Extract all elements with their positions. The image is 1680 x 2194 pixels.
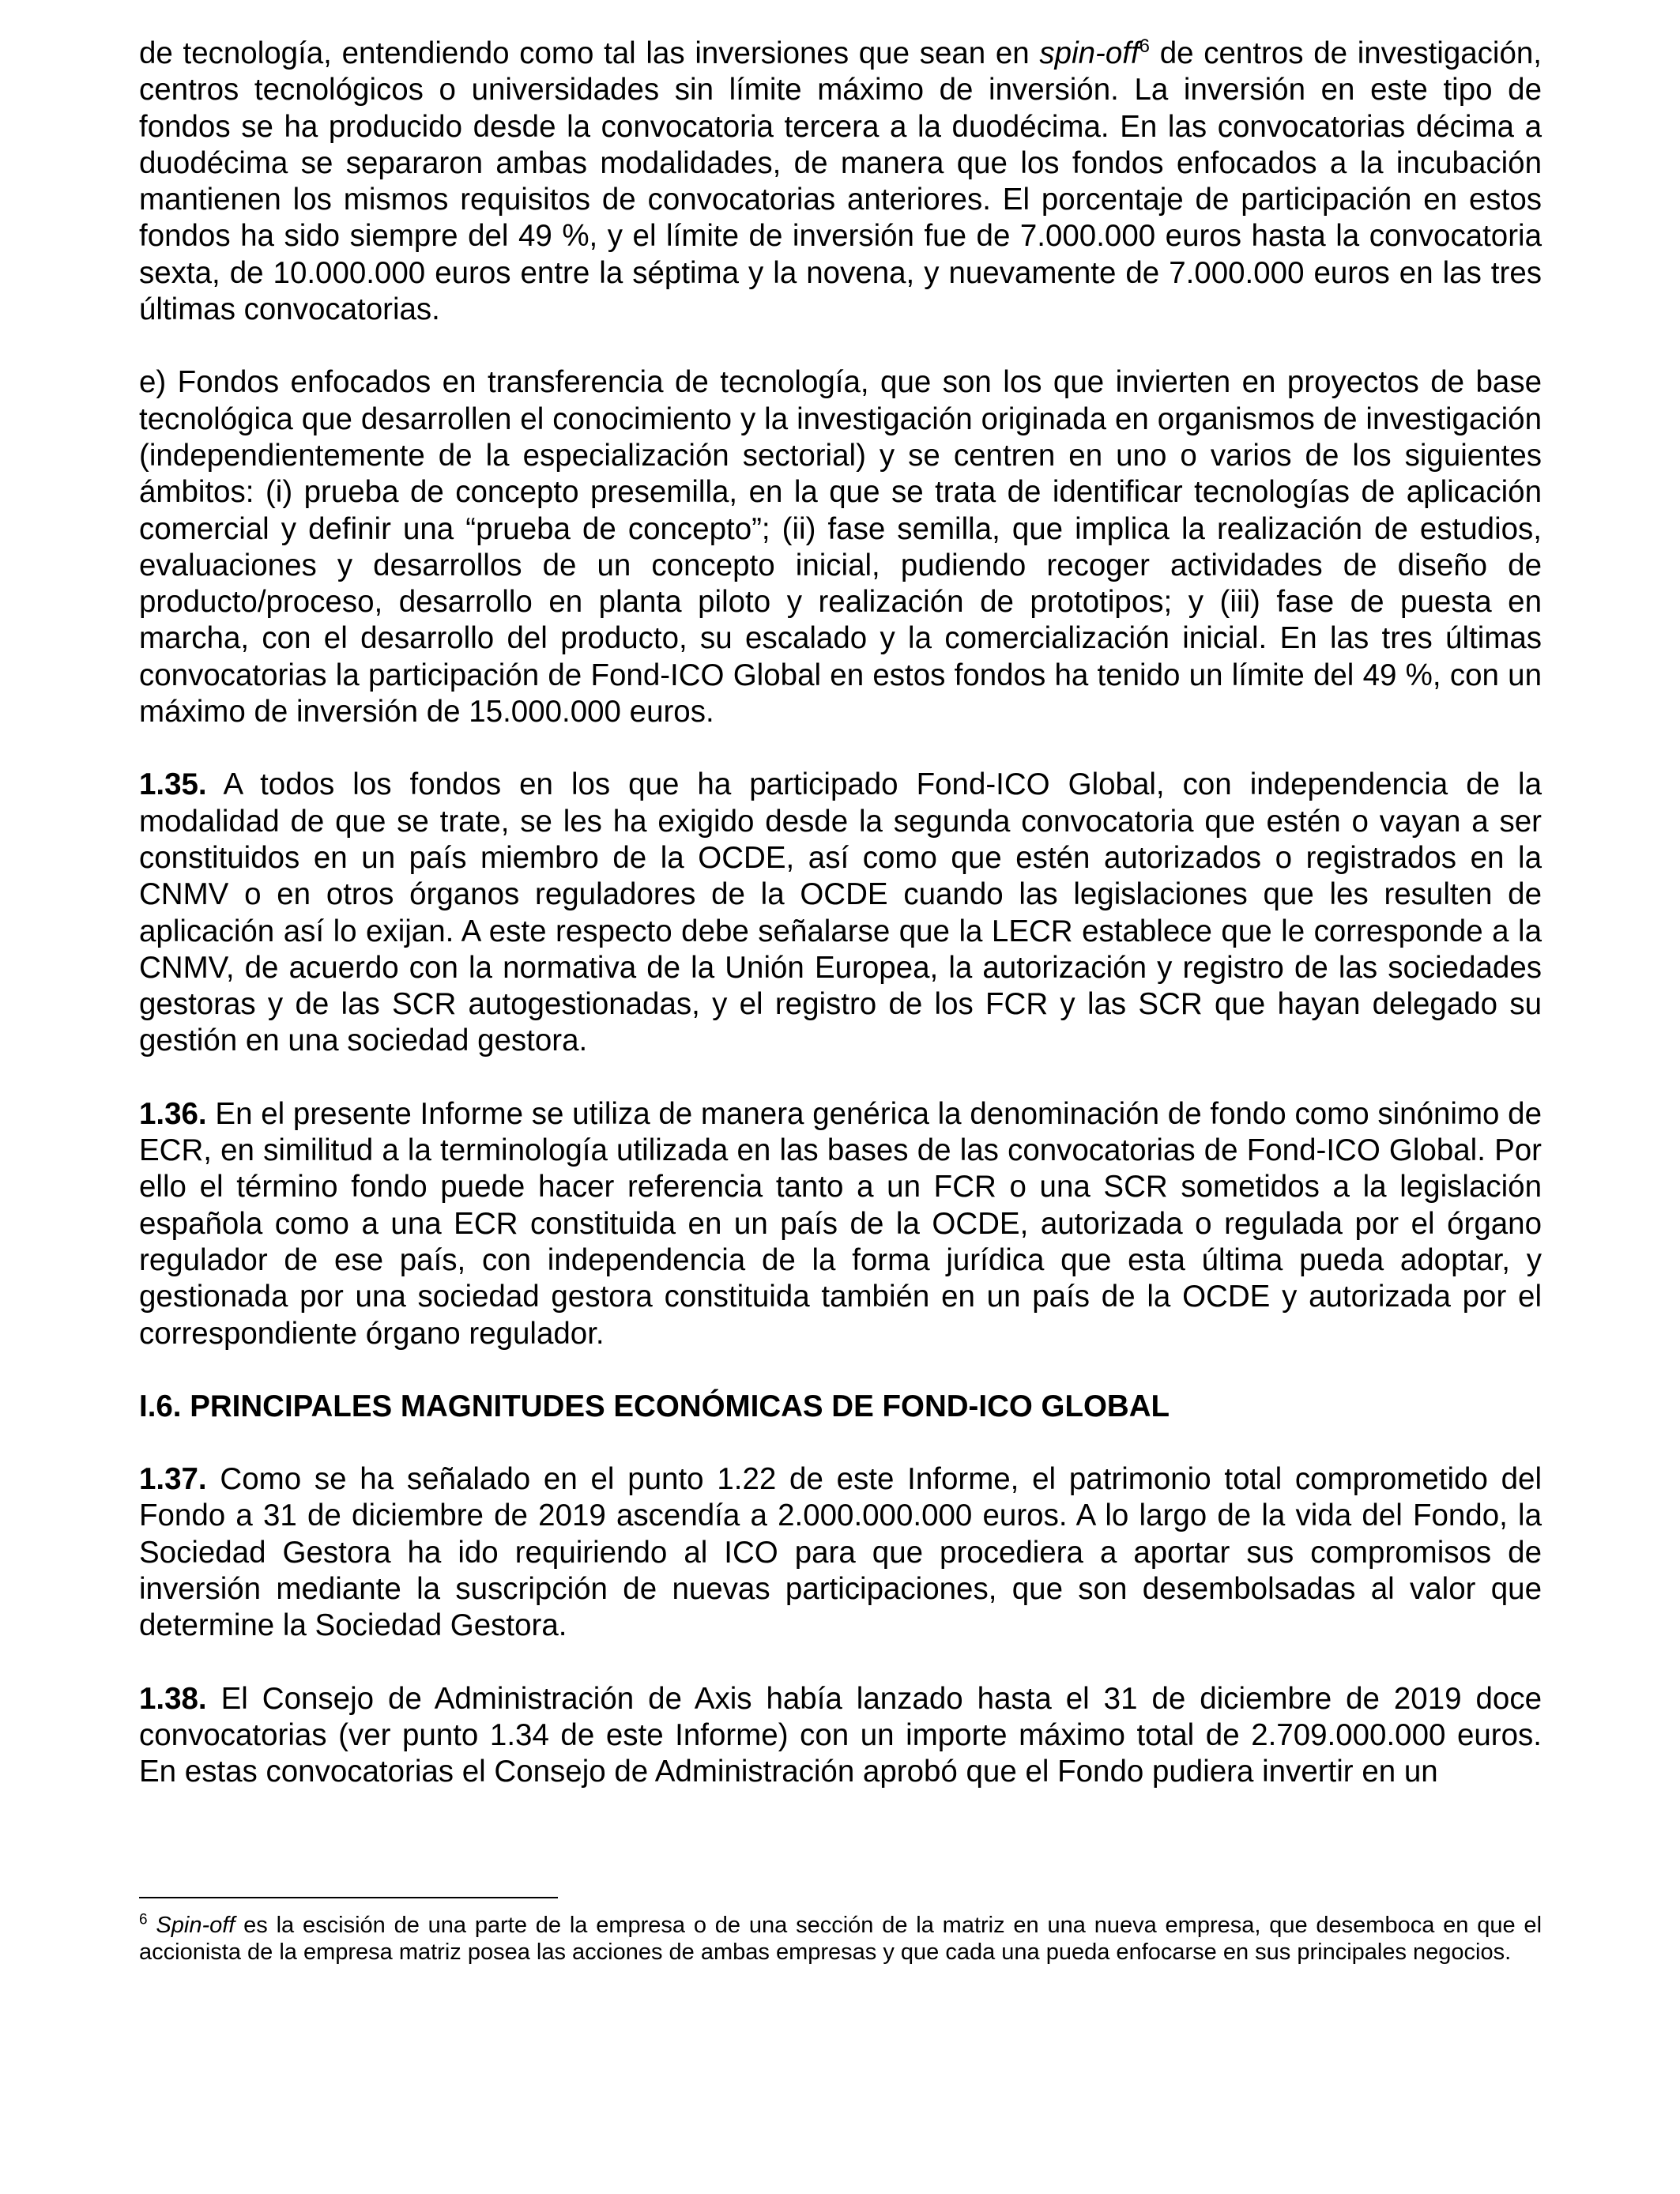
- paragraph-1-35: [139, 767, 1542, 1059]
- footnote-italic-term: Spin-off: [156, 1913, 235, 1938]
- paragraph-text: A todos los fondos en los que ha participado Fond-ICO Global, con independencia de la modalidad de que se trate, se les ha exigido desde la segunda convocatoria que estén o vayan a ser constituidos en un país miembro de la OCDE, así como que estén autorizados o registrados en la CNMV o en otros órganos reguladores de la OCDE cuando las legislaciones que les resulten de aplicación así lo exijan. A este respecto debe señalarse que la LECR establece que le corresponde a la CNMV, de acuerdo con la normativa de la Unión Europea, la autorización y registro de las sociedades gestoras y de las SCR autogestionadas, y el registro de los FCR y las SCR que hayan delegado su gestión en una sociedad gestora.: [139, 767, 1542, 1058]
- paragraph-number: 1.38.: [139, 1681, 207, 1716]
- paragraph-number: 1.36.: [139, 1096, 207, 1131]
- paragraph-text: Como se ha señalado en el punto 1.22 de este Informe, el patrimonio total comprometido del Fondo a 31 de diciembre de 2019 ascendía a 2.000.000.000 euros. A lo largo de la vida del Fondo, la Sociedad Gestora ha ido requiriendo al ICO para que procediera a aportar sus compromisos de inversión mediante la suscripción de nuevas participaciones, que son desembolsadas al valor que determine la Sociedad Gestora.: [139, 1462, 1542, 1643]
- paragraph-1-36: [139, 1096, 1542, 1352]
- footnote-marker: 6: [139, 1911, 148, 1928]
- paragraph-1-38: [139, 1681, 1542, 1791]
- paragraph-text: de tecnología, entendiendo como tal las inversiones que sean en: [139, 36, 1040, 70]
- paragraph-text: de centros de investigación, centros tecnológicos o universidades sin límite máximo de inversión. La inversión en este tipo de fondos se ha producido desde la convocatoria tercera a la duodécima. En las convocatorias décima a duodécima se separaron ambas modalidades, de manera que los fondos enfocados a la incubación mantienen los mismos requisitos de convocatorias anteriores. El porcentaje de participación en estos fondos ha sido siempre del 49 %, y el límite de inversión fue de 7.000.000 euros hasta la convocatoria sexta, de 10.000.000 euros entre la séptima y la novena, y nuevamente de 7.000.000 euros en las tres últimas convocatorias.: [139, 36, 1542, 327]
- paragraph-1-37: [139, 1461, 1542, 1644]
- footnote-divider: [139, 1897, 558, 1898]
- footnote: [139, 1913, 1542, 1966]
- footnote-reference[interactable]: 6: [1139, 36, 1151, 58]
- footnote-text: es la escisión de una parte de la empresa o de una sección de la matriz en una nueva empresa, que desemboca en que el accionista de la empresa matriz posea las acciones de ambas empresas y que cada una pueda enfocarse en sus principales negocios.: [139, 1913, 1543, 1965]
- paragraph-text: e) Fondos enfocados en transferencia de tecnología, que son los que invierten en proyectos de base tecnológica que desarrollen el conocimiento y la investigación originada en organismos de investigación (independientemente de la especialización sectorial) y se centren en uno o varios de los siguientes ámbitos: (i) prueba de concepto presemilla, en la que se trata de identificar tecnologías de aplicación comercial y definir una “prueba de concepto”; (ii) fase semilla, que implica la realización de estudios, evaluaciones y desarrollos de un concepto inicial, pudiendo recoger actividades de diseño de producto/proceso, desarrollo en planta piloto y realización de prototipos; y (iii) fase de puesta en marcha, con el desarrollo del producto, su escalado y la comercialización inicial. En las tres últimas convocatorias la participación de Fond-ICO Global en estos fondos ha tenido un límite del 49 %, con un máximo de inversión de 15.000.000 euros.: [139, 365, 1542, 729]
- paragraph-fund-type-d: [139, 36, 1542, 328]
- document-body: [139, 36, 1542, 1790]
- paragraph-text: En el presente Informe se utiliza de manera genérica la denominación de fondo como sinónimo de ECR, en similitud a la terminología utilizada en las bases de las convocatorias de Fond-ICO Global. Por ello el término fondo puede hacer referencia tanto a un FCR o una SCR sometidos a la legislación española como a una ECR constituida en un país de la OCDE, autorizada o regulada por el órgano regulador de ese país, con independencia de la forma jurídica que esta última pueda adoptar, y gestionada por una sociedad gestora constituida también en un país de la OCDE y autorizada por el correspondiente órgano regulador.: [139, 1096, 1542, 1351]
- section-heading: I.6. PRINCIPALES MAGNITUDES ECONÓMICAS DE FOND-ICO GLOBAL: [139, 1389, 1170, 1423]
- paragraph-number: 1.35.: [139, 767, 207, 802]
- italic-term: spin-off: [1039, 36, 1139, 70]
- paragraph-text: El Consejo de Administración de Axis había lanzado hasta el 31 de diciembre de 2019 doce convocatorias (ver punto 1.34 de este Informe) con un importe máximo total de 2.709.000.000 euros. En estas convocatorias el Consejo de Administración aprobó que el Fondo pudiera invertir en un: [139, 1681, 1542, 1789]
- paragraph-fund-type-e: [139, 364, 1542, 730]
- paragraph-number: 1.37.: [139, 1462, 207, 1497]
